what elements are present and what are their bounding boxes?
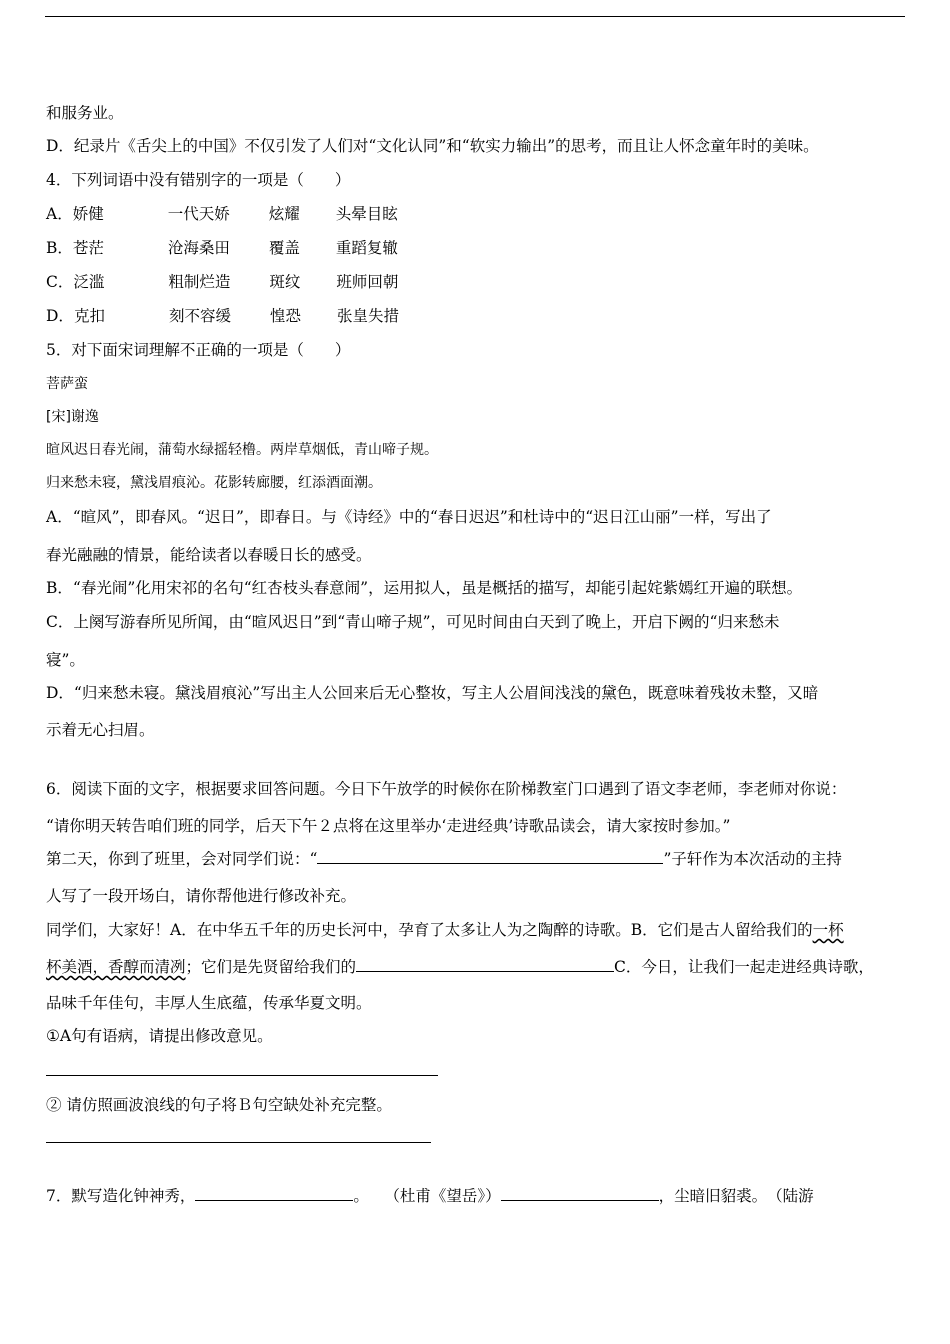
answer-line[interactable]: [46, 1142, 431, 1143]
top-fragment: 和服务业。: [46, 104, 124, 122]
q3-option-d: D．纪录片《舌尖上的中国》不仅引发了人们对“文化认同”和“软实力输出”的思考，而且让人怀念童年时的美味。: [46, 137, 819, 155]
q4-option-c: C．泛滥 粗制烂造 斑纹 班师回朝: [46, 273, 399, 291]
q6-line: 6．阅读下面的文字，根据要求回答问题。今日下午放学的时候你在阶梯教室门口遇到了语文李老师，李老师对你说：: [46, 780, 847, 798]
header-rule: [45, 16, 905, 17]
q6-line: 人写了一段开场白，请你帮他进行修改补充。: [46, 887, 357, 905]
poem-title: 菩萨蛮: [46, 376, 88, 392]
q4-option-b: B．苍茫 沧海桑田 覆盖 重蹈复辙: [46, 239, 398, 257]
q5-option-c: C．上阕写游春所见所闻，由“暄风迟日”到“青山啼子规”，可见时间由白天到了晚上，开启下阙的“归来愁未: [46, 613, 780, 631]
q6-line: 同学们，大家好！A．在中华五千年的历史长河中，孕育了太多让人为之陶醉的诗歌。B．它们是古人留给我们的一杯: [46, 921, 844, 939]
answer-blank[interactable]: [501, 1186, 659, 1201]
q4-option-a: A．娇健 一代天娇 炫耀 头晕目眩: [46, 205, 398, 223]
poem-line: 归来愁未寝，黛浅眉痕沁。花影转廊腰，红添酒面潮。: [46, 475, 382, 491]
q6-line: 杯美酒，香醇而清冽；它们是先贤留给我们的 C．今日，让我们一起走进经典诗歌，: [46, 958, 874, 976]
q6-line: “请你明天转告咱们班的同学，后天下午２点将在这里举办‘走进经典’诗歌品读会，请大家按时参加。”: [46, 817, 731, 835]
q5-option-d-cont: 示着无心扫眉。: [46, 721, 155, 739]
q6-subquestion-1: ①A句有语病，请提出修改意见。: [46, 1027, 273, 1045]
poem-author: [宋]谢逸: [46, 409, 99, 425]
q5-option-a: A．“暄风”，即春风。“迟日”，即春日。与《诗经》中的“春日迟迟”和杜诗中的“迟日江山丽”一样，写出了: [46, 508, 772, 526]
q5-option-c-cont: 寝”。: [46, 651, 85, 669]
q5-option-a-cont: 春光融融的情景，能给读者以春暖日长的感受。: [46, 546, 372, 564]
answer-blank[interactable]: [356, 957, 614, 972]
q7-line: 7．默写造化钟神秀， 。 （杜甫《望岳》） ，尘暗旧貂裘。 （陆游: [46, 1187, 814, 1205]
q4-option-d: D．克扣 刻不容缓 惶恐 张皇失措: [46, 307, 399, 325]
answer-blank[interactable]: [317, 849, 663, 864]
q6-line: 第二天，你到了班里，会对同学们说：“ ”子轩作为本次活动的主持: [46, 850, 842, 868]
q5-option-d: D．“归来愁未寝。黛浅眉痕沁”写出主人公回来后无心整妆，写主人公眉间浅浅的黛色，既意味着残妆未整，又暗: [46, 684, 819, 702]
poem-line: 暄风迟日春光闹，蒲萄水绿摇轻橹。两岸草烟低，青山啼子规。: [46, 442, 438, 458]
q6-line: 品味千年佳句，丰厚人生底蕴，传承华夏文明。: [46, 994, 372, 1012]
q5-option-b: B．“春光闹”化用宋祁的名句“红杏枝头春意闹”，运用拟人，虽是概括的描写，却能引起姹紫嫣红开遍的联想。: [46, 579, 803, 597]
q5-stem: 5．对下面宋词理解不正确的一项是（ ）: [46, 341, 351, 359]
answer-blank[interactable]: [195, 1186, 353, 1201]
answer-line[interactable]: [46, 1075, 438, 1076]
q6-subquestion-2: ② 请仿照画波浪线的句子将Ｂ句空缺处补充完整。: [46, 1096, 392, 1114]
q4-stem: 4．下列词语中没有错别字的一项是（ ）: [46, 171, 351, 189]
